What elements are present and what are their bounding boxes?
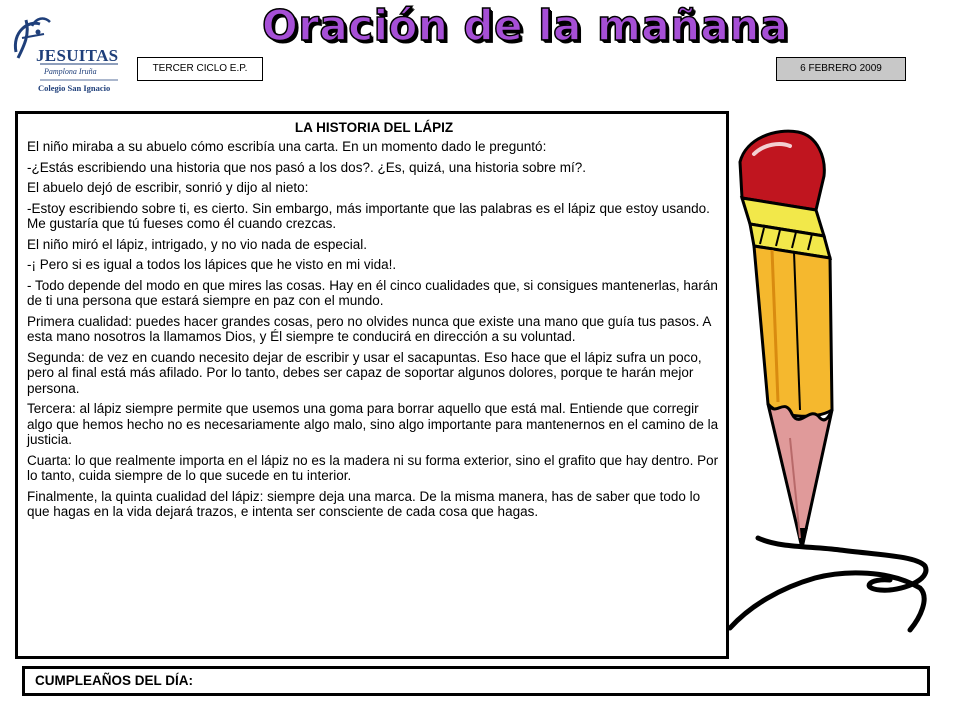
story-paragraph: -¿Estás escribiendo una historia que nos pasó a los dos?. ¿Es, quizá, una historia sobre mí?. <box>27 159 587 175</box>
logo-school-name: Colegio San Ignacio <box>38 83 111 93</box>
story-paragraph: Tercera: al lápiz siempre permite que usemos una goma para borrar aquello que está mal. Entiende que corregir algo que hemos hecho no es necesariamente algo malo, sino algo importante para mantenernos en el camino de la justicia. <box>27 401 719 447</box>
story-paragraph: Cuarta: lo que realmente importa en el lápiz no es la madera ni su forma exterior, sino el grafito que hay dentro. Por lo tanto, cuida siempre de lo que sucede en tu interior. <box>27 452 719 483</box>
story-paragraph: El niño miraba a su abuelo cómo escribía una carta. En un momento dado le preguntó: <box>27 139 547 154</box>
logo-city: Pamplona Iruña <box>44 67 97 76</box>
story-paragraph: El niño miró el lápiz, intrigado, y no vio nada de especial. <box>27 236 367 252</box>
birthday-label: CUMPLEAÑOS DEL DÍA: <box>35 673 194 688</box>
story-paragraph: Finalmente, la quinta cualidad del lápiz: siempre deja una marca. De la misma manera, has de saber que todo lo que hagas en la vida dejará trazos, e intenta ser consciente de cada cosa que hagas. <box>27 488 701 519</box>
birthday-section <box>22 666 930 696</box>
story-paragraph: -Estoy escribiendo sobre ti, es cierto. Sin embargo, más importante que las palabras es el lápiz que estoy usando. Me gustaría que tú fueses como él cuando crezcas. <box>27 200 710 231</box>
story-panel <box>15 111 729 659</box>
date-label: 6 FEBRERO 2009 <box>776 57 906 81</box>
pencil-illustration-icon <box>720 118 930 636</box>
school-logo <box>10 12 122 93</box>
story-title: LA HISTORIA DEL LÁPIZ <box>294 120 454 135</box>
story-paragraph: Segunda: de vez en cuando necesito dejar de escribir y usar el sacapuntas. Eso hace que el lápiz sufra un poco, pero al final está más afilado. Por lo tanto, debes ser capaz de soportar algunos dolores, porque te harán mejor persona. <box>27 349 702 396</box>
story-paragraph: Primera cualidad: puedes hacer grandes cosas, pero no olvides nunca que existe una mano que guía tus pasos. A esta mano nosotros la llamamos Dios, y Él siempre te conducirá en dirección a su voluntad. <box>27 313 711 344</box>
logo-brand: JESUITAS <box>36 46 119 65</box>
story-paragraph: El abuelo dejó de escribir, sonrió y dijo al nieto: <box>27 180 309 195</box>
pencil-illustration <box>720 118 930 636</box>
page-title: Oración de la mañana <box>262 1 789 50</box>
school-cycle-label: TERCER CICLO E.P. <box>137 57 263 81</box>
story-paragraph: - Todo depende del modo en que mires las cosas. Hay en él cinco cualidades que, si consigues mantenerlas, harán de ti una persona que estará siempre en paz con el mundo. <box>27 277 718 308</box>
story-paragraph: -¡ Pero si es igual a todos los lápices que he visto en mi vida!. <box>27 257 397 272</box>
